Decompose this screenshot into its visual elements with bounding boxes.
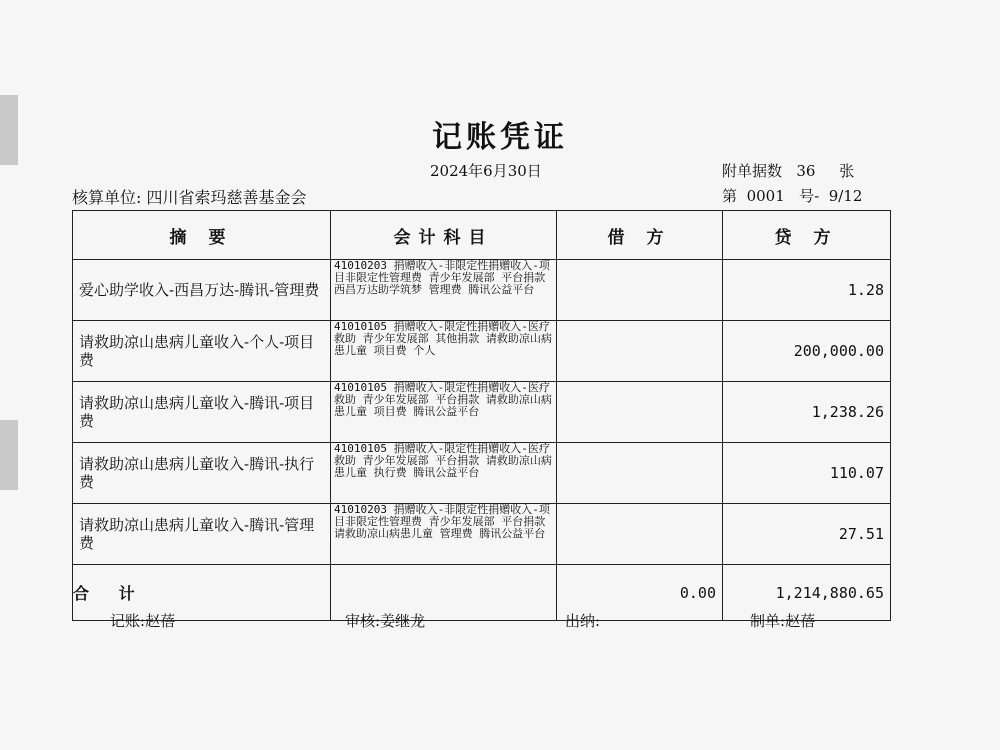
table-row [73, 321, 891, 382]
row-account: 41010105 捐赠收入-限定性捐赠收入-医疗救助 青少年发展部 平台捐款 请救助凉山病患儿童 项目费 腾讯公益平台 [331, 382, 557, 443]
row-credit: 1,238.26 [723, 382, 891, 443]
voucher-date: 2024年6月30日 [430, 162, 542, 180]
reviewer: 审核:姜继龙 [345, 612, 426, 630]
preparer: 制单:赵蓓 [750, 612, 816, 630]
header-debit: 借 方 [557, 211, 723, 260]
table-row [73, 504, 891, 565]
header-account: 会计科目 [331, 211, 557, 260]
row-summary: 爱心助学收入-西昌万达-腾讯-管理费 [73, 260, 331, 321]
table-row [73, 260, 891, 321]
row-summary: 请救助凉山患病儿童收入-个人-项目费 [73, 321, 331, 382]
attachment-count: 附单据数 36 张 [722, 162, 855, 180]
table-row [73, 443, 891, 504]
total-debit: 0.00 [557, 565, 723, 621]
voucher-number: 第 0001 号- 9/12 [722, 187, 863, 205]
row-debit [557, 443, 723, 504]
row-debit [557, 260, 723, 321]
row-debit [557, 382, 723, 443]
row-credit: 200,000.00 [723, 321, 891, 382]
total-credit: 1,214,880.65 [723, 565, 891, 621]
row-account: 41010203 捐赠收入-非限定性捐赠收入-项目非限定性管理费 青少年发展部 平台捐款 西昌万达助学筑梦 管理费 腾讯公益平台 [331, 260, 557, 321]
table-header-row [73, 211, 891, 260]
row-account: 41010203 捐赠收入-非限定性捐赠收入-项目非限定性管理费 青少年发展部 平台捐款 请救助凉山病患儿童 管理费 腾讯公益平台 [331, 504, 557, 565]
row-account: 41010105 捐赠收入-限定性捐赠收入-医疗救助 青少年发展部 平台捐款 请救助凉山病患儿童 执行费 腾讯公益平台 [331, 443, 557, 504]
cashier: 出纳: [565, 612, 601, 630]
row-debit [557, 321, 723, 382]
row-account: 41010105 捐赠收入-限定性捐赠收入-医疗救助 青少年发展部 其他捐款 请救助凉山病患儿童 项目费 个人 [331, 321, 557, 382]
row-summary: 请救助凉山患病儿童收入-腾讯-管理费 [73, 504, 331, 565]
row-summary: 请救助凉山患病儿童收入-腾讯-项目费 [73, 382, 331, 443]
document-title: 记账凭证 [432, 120, 568, 155]
header-summary: 摘 要 [73, 211, 331, 260]
row-credit: 1.28 [723, 260, 891, 321]
bookkeeper: 记账:赵蓓 [110, 612, 176, 630]
voucher-table [72, 210, 891, 621]
row-credit: 110.07 [723, 443, 891, 504]
row-debit [557, 504, 723, 565]
header-credit: 贷 方 [723, 211, 891, 260]
row-summary: 请救助凉山患病儿童收入-腾讯-执行费 [73, 443, 331, 504]
scan-shadow [0, 420, 18, 490]
row-credit: 27.51 [723, 504, 891, 565]
total-label: 合 计 [73, 565, 331, 621]
accounting-unit: 核算单位: 四川省索玛慈善基金会 [72, 188, 307, 207]
table-row [73, 382, 891, 443]
